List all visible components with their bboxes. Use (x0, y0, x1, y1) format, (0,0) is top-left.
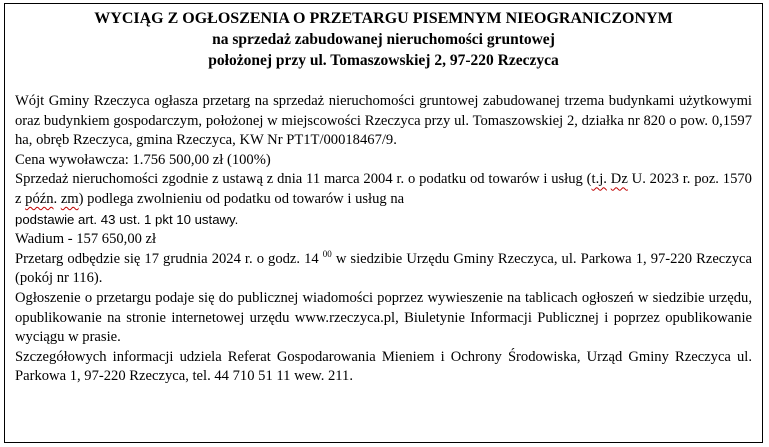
tender-date-text: Przetarg odbędzie się 17 grudnia 2024 r. o godz. 14 (15, 250, 323, 267)
intro-paragraph: Wójt Gminy Rzeczyca ogłasza przetarg na sprzedaż nieruchomości gruntowej zabudowanej trzema budynkami użytkowymi oraz budynkiem gospodarczym, położonej w miejscowości Rzeczyca przy ul. Tomaszowskiej 2, działka nr 820 o pow. 0,1597 ha, obręb Rzeczyca, gmina Rzeczyca, KW Nr PT1T/00018467/9. (15, 93, 752, 149)
vat-text-f: podstawie art. 43 ust. 1 pkt 10 ustawy. (15, 211, 239, 227)
contact-paragraph: Szczegółowych informacji udziela Referat Gospodarowania Mieniem i Ochrony Środowiska, Urząd Gminy Rzeczyca ul. Parkowa 1, 97-220 Rzeczyca, tel. 44 710 51 11 wew. 211. (15, 348, 752, 385)
header-location: położonej przy ul. Tomaszowskiej 2, 97-220 Rzeczyca (208, 52, 559, 69)
vat-text-e: ) podlega zwolnieniu od podatku od towarów i usług na (78, 190, 405, 207)
announcement-body (15, 92, 752, 387)
announcement-frame (4, 3, 763, 443)
header-subtitle: na sprzedaż zabudowanej nieruchomości gruntowej (212, 31, 555, 48)
vat-paragraph (15, 170, 752, 230)
vat-abbr-pozn: późn (25, 190, 54, 207)
vat-abbr-zm: zm (60, 190, 79, 207)
announcement-header (5, 4, 762, 71)
announcement-paragraph: Ogłoszenie o przetargu podaje się do publicznej wiadomości poprzez wywieszenie na tablicach ogłoszeń w siedzibie urzędu, opublikowanie na stronie internetowej urzędu www.rzeczyca.pl, Biuletynie Informacji Publicznej i poprzez opublikowanie wyciągu w prasie. (15, 289, 752, 346)
tender-place-text: w siedzibie Urzędu Gminy Rzeczyca, ul. Parkowa 1, 97-220 Rzeczyca (pokój nr 116). (15, 250, 752, 287)
header-title: WYCIĄG Z OGŁOSZENIA O PRZETARGU PISEMNYM NIEOGRANICZONYM (94, 10, 673, 27)
starting-price: Cena wywoławcza: 1.756 500,00 zł (100%) (15, 151, 271, 168)
vat-abbr-dz: Dz (610, 171, 628, 188)
vat-text-d: . (53, 190, 61, 207)
vat-text-c: U. 2023 r. poz. 1570 z (15, 171, 752, 207)
tender-time-minutes: 00 (322, 248, 332, 259)
vat-abbr-tj: t.j. (591, 171, 607, 188)
deposit-amount: Wadium - 157 650,00 zł (15, 231, 157, 248)
vat-text-a: Sprzedaż nieruchomości zgodnie z ustawą z dnia 11 marca 2004 r. o podatku od towarów i usług ( (15, 171, 592, 188)
tender-date-paragraph (15, 250, 752, 289)
